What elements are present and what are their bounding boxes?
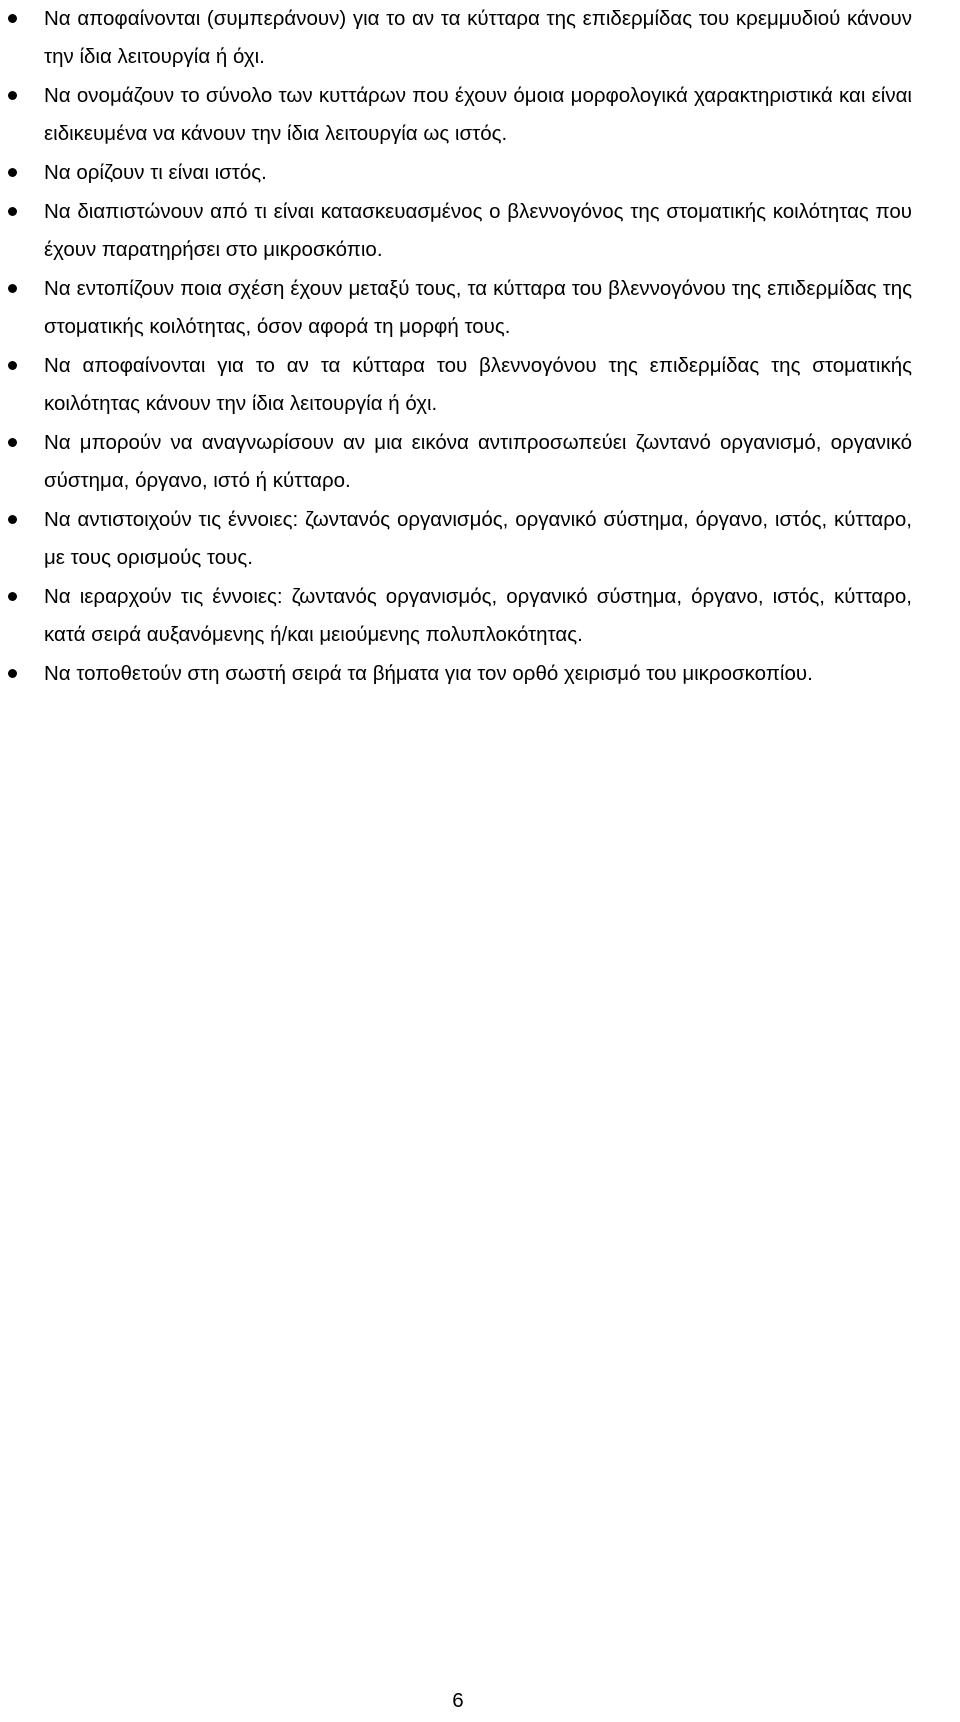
bullet-icon [8, 284, 17, 293]
list-item-text: Να αποφαίνονται για το αν τα κύτταρα του βλεννογόνου της επιδερμίδας της στοματικής κοιλότητας κάνουν την ίδια λειτουργία ή όχι. [44, 354, 912, 415]
list-item-text: Να εντοπίζουν ποια σχέση έχουν μεταξύ τους, τα κύτταρα του βλεννογόνου της επιδερμίδας της στοματικής κοιλότητας, όσον αφορά τη μορφή τους. [44, 277, 912, 338]
bullet-icon [8, 438, 17, 447]
bullet-icon [8, 669, 17, 678]
list-item-text: Να ονομάζουν το σύνολο των κυττάρων που έχουν όμοια μορφολογικά χαρακτηριστικά και είναι ειδικευμένα να κάνουν την ίδια λειτουργία ως ιστός. [44, 84, 912, 145]
bullet-icon [8, 361, 17, 370]
bullet-icon [8, 168, 17, 177]
list-item-text: Να διαπιστώνουν από τι είναι κατασκευασμένος ο βλεννογόνος της στοματικής κοιλότητας που έχουν παρατηρήσει στο μικροσκόπιο. [44, 200, 912, 261]
list-item [44, 154, 912, 192]
list-item [44, 578, 912, 654]
list-item [44, 77, 912, 153]
objectives-list [44, 0, 912, 694]
bullet-icon [8, 515, 17, 524]
page-number-text: 6 [452, 1689, 464, 1712]
bullet-icon [8, 592, 17, 601]
list-item [44, 193, 912, 269]
list-item-text: Να τοποθετούν στη σωστή σειρά τα βήματα για τον ορθό χειρισμό του μικροσκοπίου. [44, 662, 813, 685]
list-item [44, 347, 912, 423]
list-item [44, 270, 912, 346]
list-item-text: Να αντιστοιχούν τις έννοιες: ζωντανός οργανισμός, οργανικό σύστημα, όργανο, ιστός, κύτταρο, με τους ορισμούς τους. [44, 508, 912, 569]
list-item [44, 501, 912, 577]
list-item [44, 424, 912, 500]
bullet-icon [8, 14, 17, 23]
list-item-text: Να μπορούν να αναγνωρίσουν αν μια εικόνα αντιπροσωπεύει ζωντανό οργανισμό, οργανικό σύστημα, όργανο, ιστό ή κύτταρο. [44, 431, 912, 492]
list-item [44, 655, 912, 693]
list-item [44, 0, 912, 76]
page-number [0, 1688, 960, 1714]
bullet-icon [8, 207, 17, 216]
list-item-text: Να ιεραρχούν τις έννοιες: ζωντανός οργανισμός, οργανικό σύστημα, όργανο, ιστός, κύτταρο, κατά σειρά αυξανόμενης ή/και μειούμενης πολυπλοκότητας. [44, 585, 912, 646]
list-item-text: Να αποφαίνονται (συμπεράνουν) για το αν τα κύτταρα της επιδερμίδας του κρεμμυδιού κάνουν την ίδια λειτουργία ή όχι. [44, 7, 912, 68]
list-item-text: Να ορίζουν τι είναι ιστός. [44, 161, 267, 184]
bullet-icon [8, 91, 17, 100]
